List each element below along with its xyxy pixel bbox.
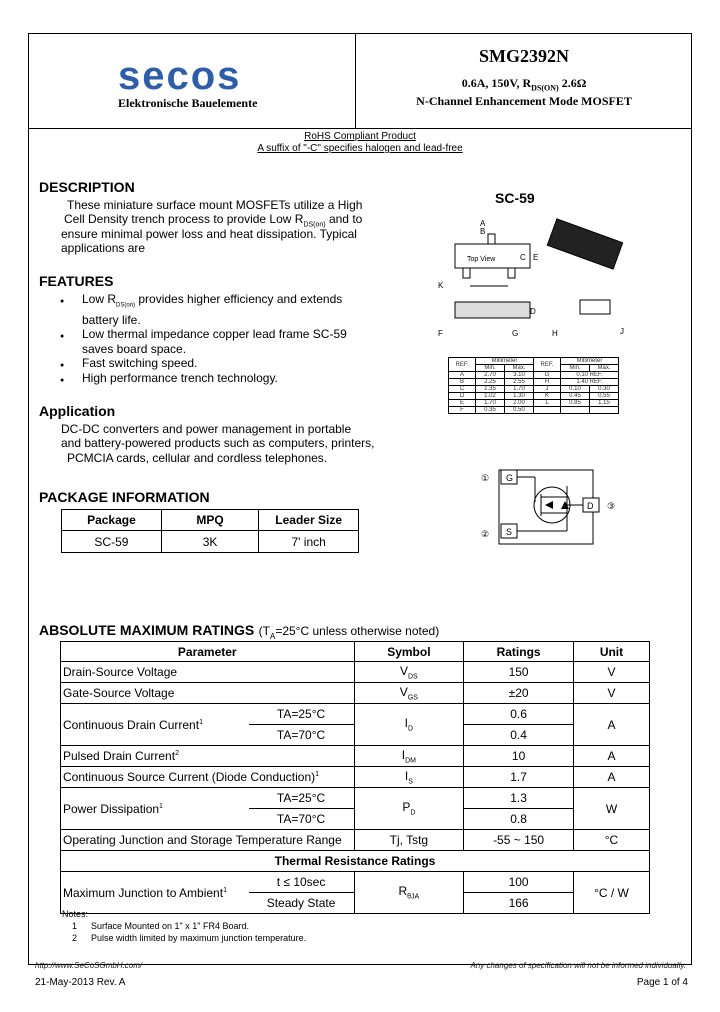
dimension-cell: B (449, 379, 476, 386)
vgs-symbol: $V_{GS}$ (354, 683, 464, 704)
dim-label-f: F (438, 329, 443, 338)
dim-label-a: A (480, 219, 486, 228)
rohs-line2: A suffix of "-C" specifies halogen and lead-free (257, 143, 463, 154)
type-line: N-Channel Enhancement Mode MOSFET (416, 94, 632, 108)
package-pin (488, 234, 495, 244)
dimension-cell: E (449, 400, 476, 407)
description-title: DESCRIPTION (39, 179, 135, 195)
id-cond2: TA=70°C (249, 725, 354, 746)
id-value1: 0.6 (464, 704, 574, 725)
logo-subtitle: Elektronische Bauelemente (118, 96, 258, 110)
feature-item: ● Fast switching speed. (60, 356, 198, 371)
dimension-cell: 1.35 (476, 386, 505, 393)
is-value: 1.7 (464, 767, 574, 788)
ratings-header: Ratings (464, 642, 574, 662)
dimension-cell: 0.10 (561, 386, 590, 393)
pd-value2: 0.8 (464, 809, 574, 830)
part-number: SMG2392N (479, 46, 569, 66)
dimension-cell: A (449, 372, 476, 379)
tj-param: Operating Junction and Storage Temperature Range (61, 830, 355, 851)
rth-param: Maximum Junction to Ambient$^1$ (61, 872, 249, 914)
idm-value: 10 (464, 746, 574, 767)
package-end-body (580, 300, 610, 314)
dimension-cell: K (534, 393, 561, 400)
rth-cond1: t ≤ 10sec (249, 872, 354, 893)
id-unit: A (573, 704, 649, 746)
pd-symbol: $P_D$ (354, 788, 464, 830)
dim-label-k: K (438, 281, 444, 290)
description-line1: These miniature surface mount MOSFETs utilize a High (67, 198, 363, 212)
pin-3-number: ③ (607, 501, 616, 511)
vgs-param: Gate-Source Voltage (61, 683, 355, 704)
table-row (61, 872, 650, 893)
pd-param: Power Dissipation$^1$ (61, 788, 249, 830)
vgs-value: ±20 (464, 683, 574, 704)
top-view-label: Top View (467, 256, 496, 263)
tj-symbol: Tj, Tstg (354, 830, 464, 851)
thermal-title: Thermal Resistance Ratings (61, 851, 650, 872)
vds-symbol: $V_{DS}$ (354, 662, 464, 683)
dimension-cell: G (534, 372, 561, 379)
feature-item: ● Low thermal impedance copper lead frame SC-59 saves board space. (60, 327, 347, 356)
dim-label-c: C (520, 253, 526, 262)
footer-disclaimer: Any changes of specification will not be informed individually. (470, 961, 686, 970)
vds-param: Drain-Source Voltage (61, 662, 355, 683)
dimension-cell: J (534, 386, 561, 393)
ratings-title-line: ABSOLUTE MAXIMUM RATINGS ($T_A=25^\circ C$ unless otherwise noted) (39, 622, 440, 642)
dim-label-h: H (552, 329, 558, 338)
table-row (61, 683, 650, 704)
rth-value2: 166 (464, 893, 574, 914)
dim-label-d: D (530, 307, 536, 316)
pd-unit: W (573, 788, 649, 830)
dimension-cell: 1.70 (505, 386, 534, 393)
note-1: Surface Mounted on 1" x 1" FR4 Board. (91, 921, 249, 931)
pin-1-number: ① (481, 473, 490, 483)
description-line3: ensure minimal power loss and heat dissipation. Typical (61, 227, 357, 241)
mosfet-schematic (475, 462, 625, 550)
package-header: Package (62, 510, 162, 531)
dimension-row (449, 379, 619, 386)
idm-symbol: $I_{DM}$ (354, 746, 464, 767)
features-list (60, 292, 360, 385)
description-line4: applications are (61, 241, 146, 255)
table-row (61, 662, 650, 683)
package-3d-body (547, 219, 622, 269)
dimension-cell: 3.10 (505, 372, 534, 379)
rth-symbol: $R_{\theta JA}$ (354, 872, 464, 914)
dim-label-b: B (480, 227, 486, 236)
dimension-cell: 1.02 (476, 393, 505, 400)
dimension-row (449, 393, 619, 400)
feature-item: ● Low $R_{DS(on)}$ provides higher efficiency and extends battery life. (60, 292, 343, 327)
description-line2: Cell Density trench process to provide Low $R_{DS(on)}$ and to (64, 212, 363, 229)
dimension-cell: 0.35 (476, 407, 505, 414)
notes-title: Notes: (62, 909, 89, 919)
dimension-cell: 2.55 (505, 379, 534, 386)
footer-url[interactable]: http://www.SeCoSGmbH.com/ (35, 961, 143, 970)
dimension-row (449, 407, 619, 414)
application-line1: DC-DC converters and power management in portable (61, 422, 352, 436)
dimension-cell (534, 407, 561, 414)
id-cond1: TA=25°C (249, 704, 354, 725)
is-symbol: $I_S$ (354, 767, 464, 788)
note-2-number: 2 (72, 933, 78, 943)
package-table (61, 509, 359, 553)
note-1-number: 1 (72, 921, 78, 931)
table-row (61, 704, 650, 725)
rth-value1: 100 (464, 872, 574, 893)
is-unit: A (573, 767, 649, 788)
dimension-table (448, 357, 619, 414)
dimension-row (449, 372, 619, 379)
dim-ref-header: REF. (449, 358, 476, 372)
vds-value: 150 (464, 662, 574, 683)
dimension-cell: 2.25 (476, 379, 505, 386)
dimension-cell: C (449, 386, 476, 393)
unit-header: Unit (573, 642, 649, 662)
body-diode-arrow (545, 501, 553, 509)
package-pin (463, 268, 470, 278)
dimension-cell: F (449, 407, 476, 414)
pd-cond2: TA=70°C (249, 809, 354, 830)
dimension-cell: 0.30 (590, 386, 619, 393)
dim-max-header: Max. (590, 365, 619, 372)
dimension-cell (590, 407, 619, 414)
dimension-cell: 1.15 (590, 400, 619, 407)
symbol-header: Symbol (354, 642, 464, 662)
is-param: Continuous Source Current (Diode Conduction)$^1$ (61, 767, 355, 788)
pin-2-number: ② (481, 529, 490, 539)
pd-cond1: TA=25°C (249, 788, 354, 809)
table-row (61, 788, 650, 809)
table-row (61, 767, 650, 788)
spec-line: 0.6A, 150V, $R_{DS(ON)}$ 2.6Ω (461, 76, 587, 93)
id-symbol: $I_D$ (354, 704, 464, 746)
dimension-cell: 1.30 (505, 393, 534, 400)
application-title: Application (39, 403, 116, 419)
pd-value1: 1.3 (464, 788, 574, 809)
secos-logo: secos (118, 54, 242, 98)
mpq-value: 3K (161, 531, 258, 553)
dimension-row (449, 386, 619, 393)
leader-size-header: Leader Size (259, 510, 359, 531)
idm-unit: A (573, 746, 649, 767)
dimension-cell: 0.45 (561, 393, 590, 400)
dim-ref-header: REF. (534, 358, 561, 372)
pin-g-label: G (506, 473, 514, 483)
dimension-cell: L (534, 400, 561, 407)
footer-page: Page 1 of 4 (636, 977, 688, 988)
features-title: FEATURES (39, 273, 114, 289)
feature-item: ● High performance trench technology. (60, 370, 278, 385)
dimension-cell: 1.70 (476, 400, 505, 407)
dim-min-header: Min. (561, 365, 590, 372)
header-divider (28, 128, 692, 129)
dimension-cell: 1.40 REF. (561, 379, 619, 386)
table-row (61, 830, 650, 851)
application-line3: PCMCIA cards, cellular and cordless telephones. (67, 451, 328, 465)
dim-label-e: E (533, 253, 539, 262)
note-2: Pulse width limited by maximum junction temperature. (91, 933, 307, 943)
id-param: Continuous Drain Current$^1$ (61, 704, 249, 746)
package-outline-drawing (430, 210, 650, 350)
ratings-table (60, 641, 650, 914)
id-value2: 0.4 (464, 725, 574, 746)
dimension-cell: 2.00 (505, 400, 534, 407)
dim-mm-header: Millimeter (561, 358, 619, 365)
table-row (61, 746, 650, 767)
dimension-row (449, 400, 619, 407)
dimension-cell: 0.50 (505, 407, 534, 414)
dim-max-header: Max. (505, 365, 534, 372)
dimension-rows (449, 372, 619, 414)
rth-unit: °C / W (573, 872, 649, 914)
mpq-header: MPQ (161, 510, 258, 531)
dimension-cell: D (449, 393, 476, 400)
dim-mm-header: Millimeter (476, 358, 534, 365)
tj-value: -55 ~ 150 (464, 830, 574, 851)
parameter-header: Parameter (61, 642, 355, 662)
application-line2: and battery-powered products such as computers, printers, (61, 436, 375, 450)
dim-label-j: J (620, 327, 624, 336)
leader-size-value: 7' inch (259, 531, 359, 553)
package-value: SC-59 (62, 531, 162, 553)
tj-unit: °C (573, 830, 649, 851)
dim-label-g: G (512, 329, 519, 338)
rth-cond2: Steady State (249, 893, 354, 914)
pin-s-label: S (506, 527, 513, 537)
rohs-line1: RoHS Compliant Product (304, 131, 416, 142)
footer-date: 21-May-2013 Rev. A (35, 977, 126, 988)
dimension-cell: 0.55 (590, 393, 619, 400)
dimension-cell: 2.70 (476, 372, 505, 379)
vgs-unit: V (573, 683, 649, 704)
package-drawing-title: SC-59 (495, 190, 535, 206)
dimension-cell (561, 407, 590, 414)
pin-d-label: D (587, 501, 594, 511)
dim-min-header: Min. (476, 365, 505, 372)
package-pin (508, 268, 515, 278)
dimension-cell: 0.10 REF. (561, 372, 619, 379)
package-side-body (455, 302, 530, 318)
vds-unit: V (573, 662, 649, 683)
dimension-cell: 0.85 (561, 400, 590, 407)
idm-param: Pulsed Drain Current$^2$ (61, 746, 355, 767)
dimension-cell: H (534, 379, 561, 386)
package-info-title: PACKAGE INFORMATION (39, 489, 210, 505)
